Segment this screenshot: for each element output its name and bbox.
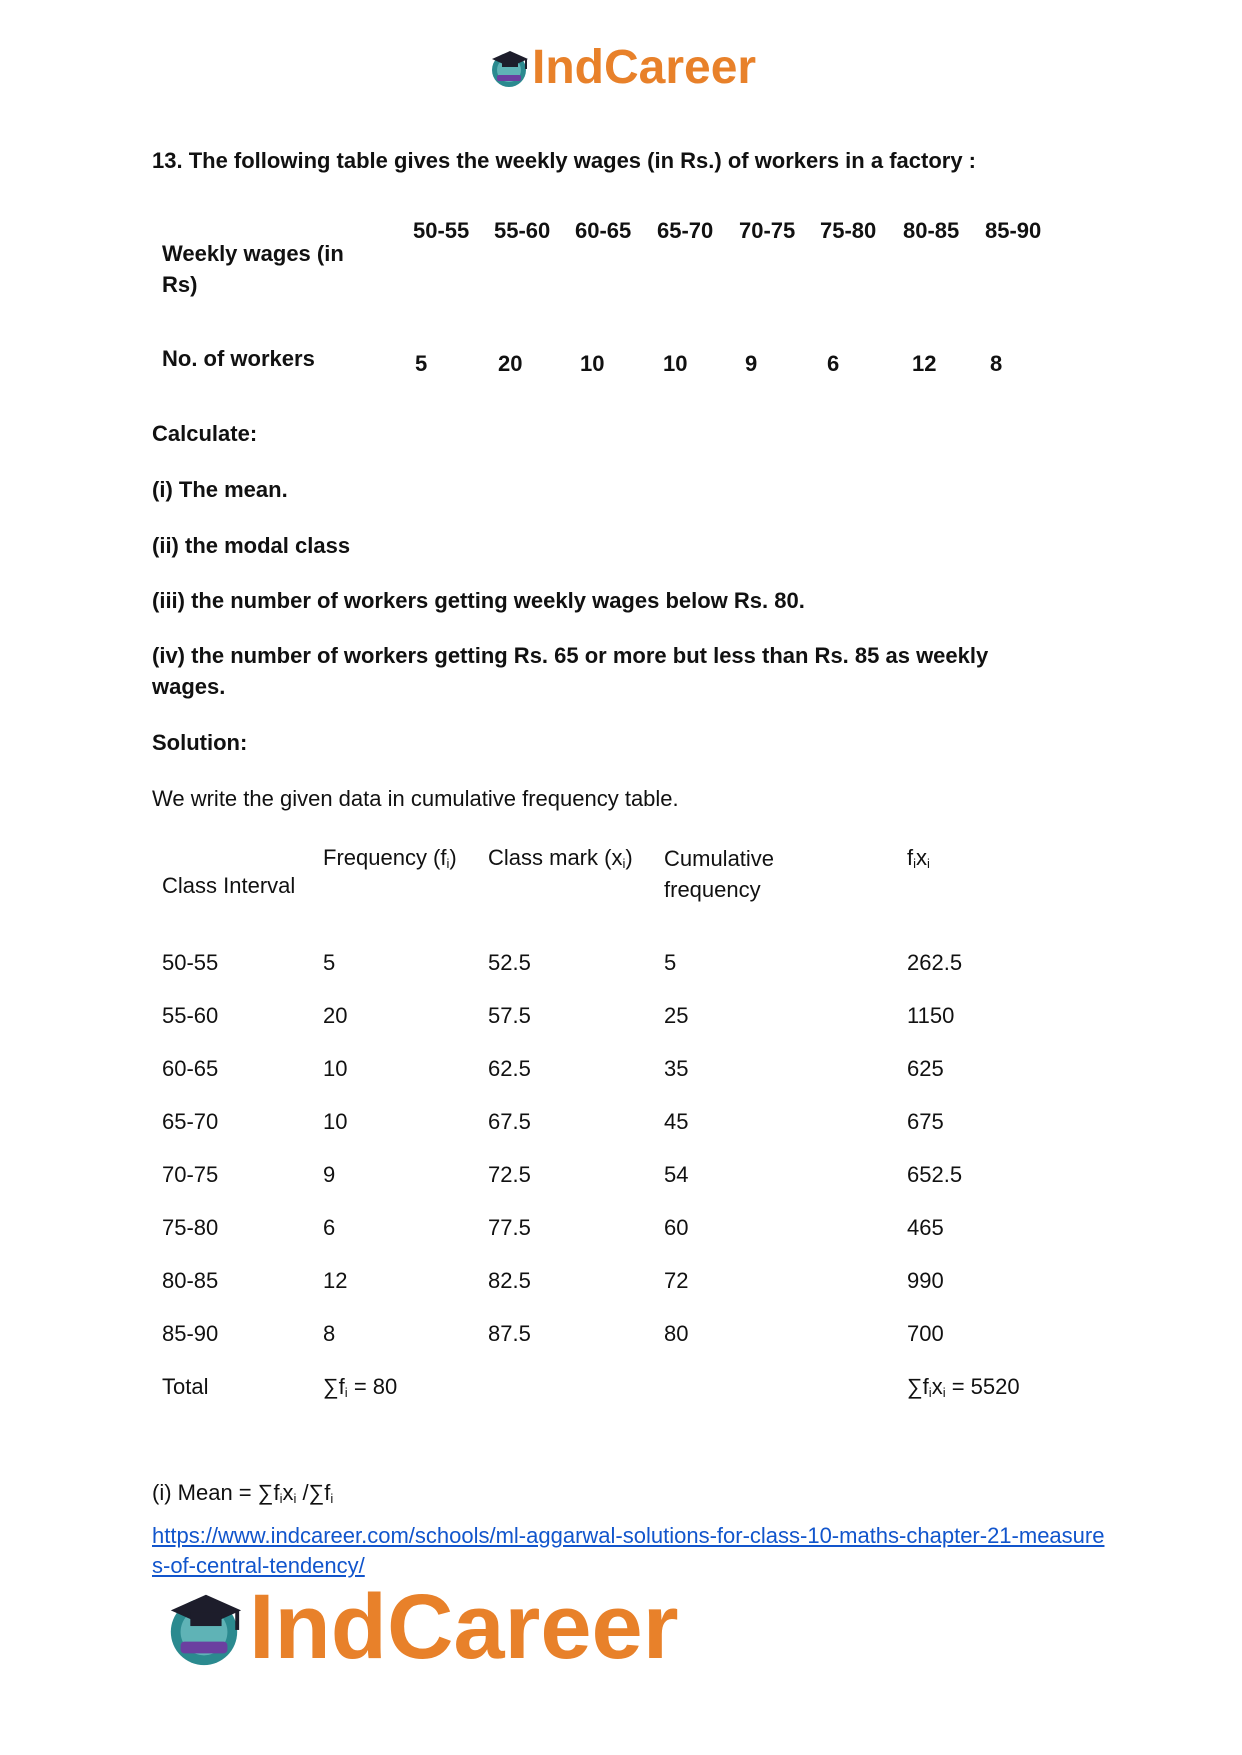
brand-name: IndCareer	[532, 41, 757, 94]
header-frequency: Frequency $(f_i)$	[323, 845, 457, 871]
header-cumulative: Cumulative frequency	[664, 846, 775, 902]
cell-interval: 85-90	[162, 1321, 219, 1346]
header-fixi: $f_ix_i$	[907, 845, 930, 871]
cell-fixi: 1150	[907, 1003, 955, 1028]
row-label-workers: No. of workers	[162, 346, 315, 371]
graduation-cap-icon	[488, 47, 530, 89]
cell-interval: 80-85	[162, 1268, 219, 1293]
workers-cell: 20	[498, 351, 523, 376]
calculate-heading: Calculate:	[152, 421, 258, 446]
graduation-cap-icon	[163, 1587, 245, 1669]
cell-frequency: 5	[323, 950, 336, 975]
cell-frequency: 8	[323, 1321, 336, 1346]
cell-interval: 55-60	[162, 1003, 219, 1028]
cell-interval: 75-80	[162, 1215, 219, 1240]
cell-fixi: 652.5	[907, 1162, 963, 1187]
solution-intro: We write the given data in cumulative frequency table.	[152, 786, 679, 811]
class-cell: 70-75	[739, 218, 796, 243]
cell-fixi: 700	[907, 1321, 944, 1346]
cell-cumulative: 60	[664, 1215, 689, 1240]
class-cell: 50-55	[413, 218, 470, 243]
logo-bottom	[163, 1575, 679, 1680]
workers-cell: 9	[745, 351, 758, 376]
cell-class-mark: 67.5	[488, 1109, 531, 1134]
logo-top	[488, 40, 756, 95]
cell-interval: 50-55	[162, 950, 219, 975]
cell-class-mark: 72.5	[488, 1162, 531, 1187]
cell-fixi: 990	[907, 1268, 944, 1293]
class-cell: 80-85	[903, 218, 960, 243]
brand-name: IndCareer	[249, 1576, 679, 1678]
header-class-mark: Class mark $(x_i)$	[488, 845, 633, 871]
cell-class-mark: 87.5	[488, 1321, 531, 1346]
cell-frequency: 10	[323, 1056, 348, 1081]
cell-cumulative: 80	[664, 1321, 689, 1346]
cell-frequency: 6	[323, 1215, 336, 1240]
cell-fixi: 465	[907, 1215, 944, 1240]
cell-cumulative: 72	[664, 1268, 689, 1293]
question-title: 13. The following table gives the weekly wages (in Rs.) of workers in a factory :	[152, 148, 976, 173]
workers-cell: 12	[912, 351, 937, 376]
source-link[interactable]: https://www.indcareer.com/schools/ml-aggarwal-solutions-for-class-10-maths-chapter-21-measures-of-central-tendency/	[152, 1523, 1105, 1578]
total-label: Total	[162, 1374, 209, 1399]
cell-class-mark: 57.5	[488, 1003, 531, 1028]
cell-frequency: 10	[323, 1109, 348, 1134]
class-cell: 60-65	[575, 218, 632, 243]
cell-fixi: 675	[907, 1109, 944, 1134]
cell-cumulative: 35	[664, 1056, 689, 1081]
cell-frequency: 20	[323, 1003, 348, 1028]
cell-interval: 65-70	[162, 1109, 219, 1134]
sum-frequency: $\sum f_i = 80$	[323, 1374, 398, 1400]
class-cell: 65-70	[657, 218, 714, 243]
cell-interval: 60-65	[162, 1056, 219, 1081]
cell-fixi: 262.5	[907, 950, 963, 975]
cell-class-mark: 62.5	[488, 1056, 531, 1081]
cell-frequency: 9	[323, 1162, 336, 1187]
workers-cell: 8	[990, 351, 1003, 376]
cell-cumulative: 5	[664, 950, 677, 975]
workers-cell: 6	[827, 351, 840, 376]
header-class-interval: Class Interval	[162, 873, 296, 898]
row-label-weekly-wages: Weekly wages (in Rs)	[162, 241, 344, 297]
cell-interval: 70-75	[162, 1162, 219, 1187]
part-ii: (ii) the modal class	[152, 533, 351, 558]
cell-class-mark: 77.5	[488, 1215, 531, 1240]
sum-fixi: $\sum f_ix_i = 5520$	[907, 1374, 1020, 1400]
cell-cumulative: 54	[664, 1162, 689, 1187]
cell-frequency: 12	[323, 1268, 348, 1293]
workers-cell: 5	[415, 351, 428, 376]
cell-cumulative: 45	[664, 1109, 689, 1134]
part-iii: (iii) the number of workers getting weekly wages below Rs. 80.	[152, 588, 805, 613]
cell-class-mark: 82.5	[488, 1268, 531, 1293]
class-cell: 85-90	[985, 218, 1042, 243]
class-cell: 55-60	[494, 218, 551, 243]
solution-heading: Solution:	[152, 730, 248, 755]
workers-cell: 10	[580, 351, 605, 376]
mean-formula: (i) Mean = $\sum f_ix_i$ $/\sum f_i$	[152, 1480, 334, 1506]
cell-class-mark: 52.5	[488, 950, 531, 975]
part-iv: (iv) the number of workers getting Rs. 65 or more but less than Rs. 85 as weekly wages.	[152, 643, 989, 699]
cell-cumulative: 25	[664, 1003, 689, 1028]
workers-cell: 10	[663, 351, 688, 376]
part-i: (i) The mean.	[152, 477, 288, 502]
cell-fixi: 625	[907, 1056, 944, 1081]
class-cell: 75-80	[820, 218, 877, 243]
